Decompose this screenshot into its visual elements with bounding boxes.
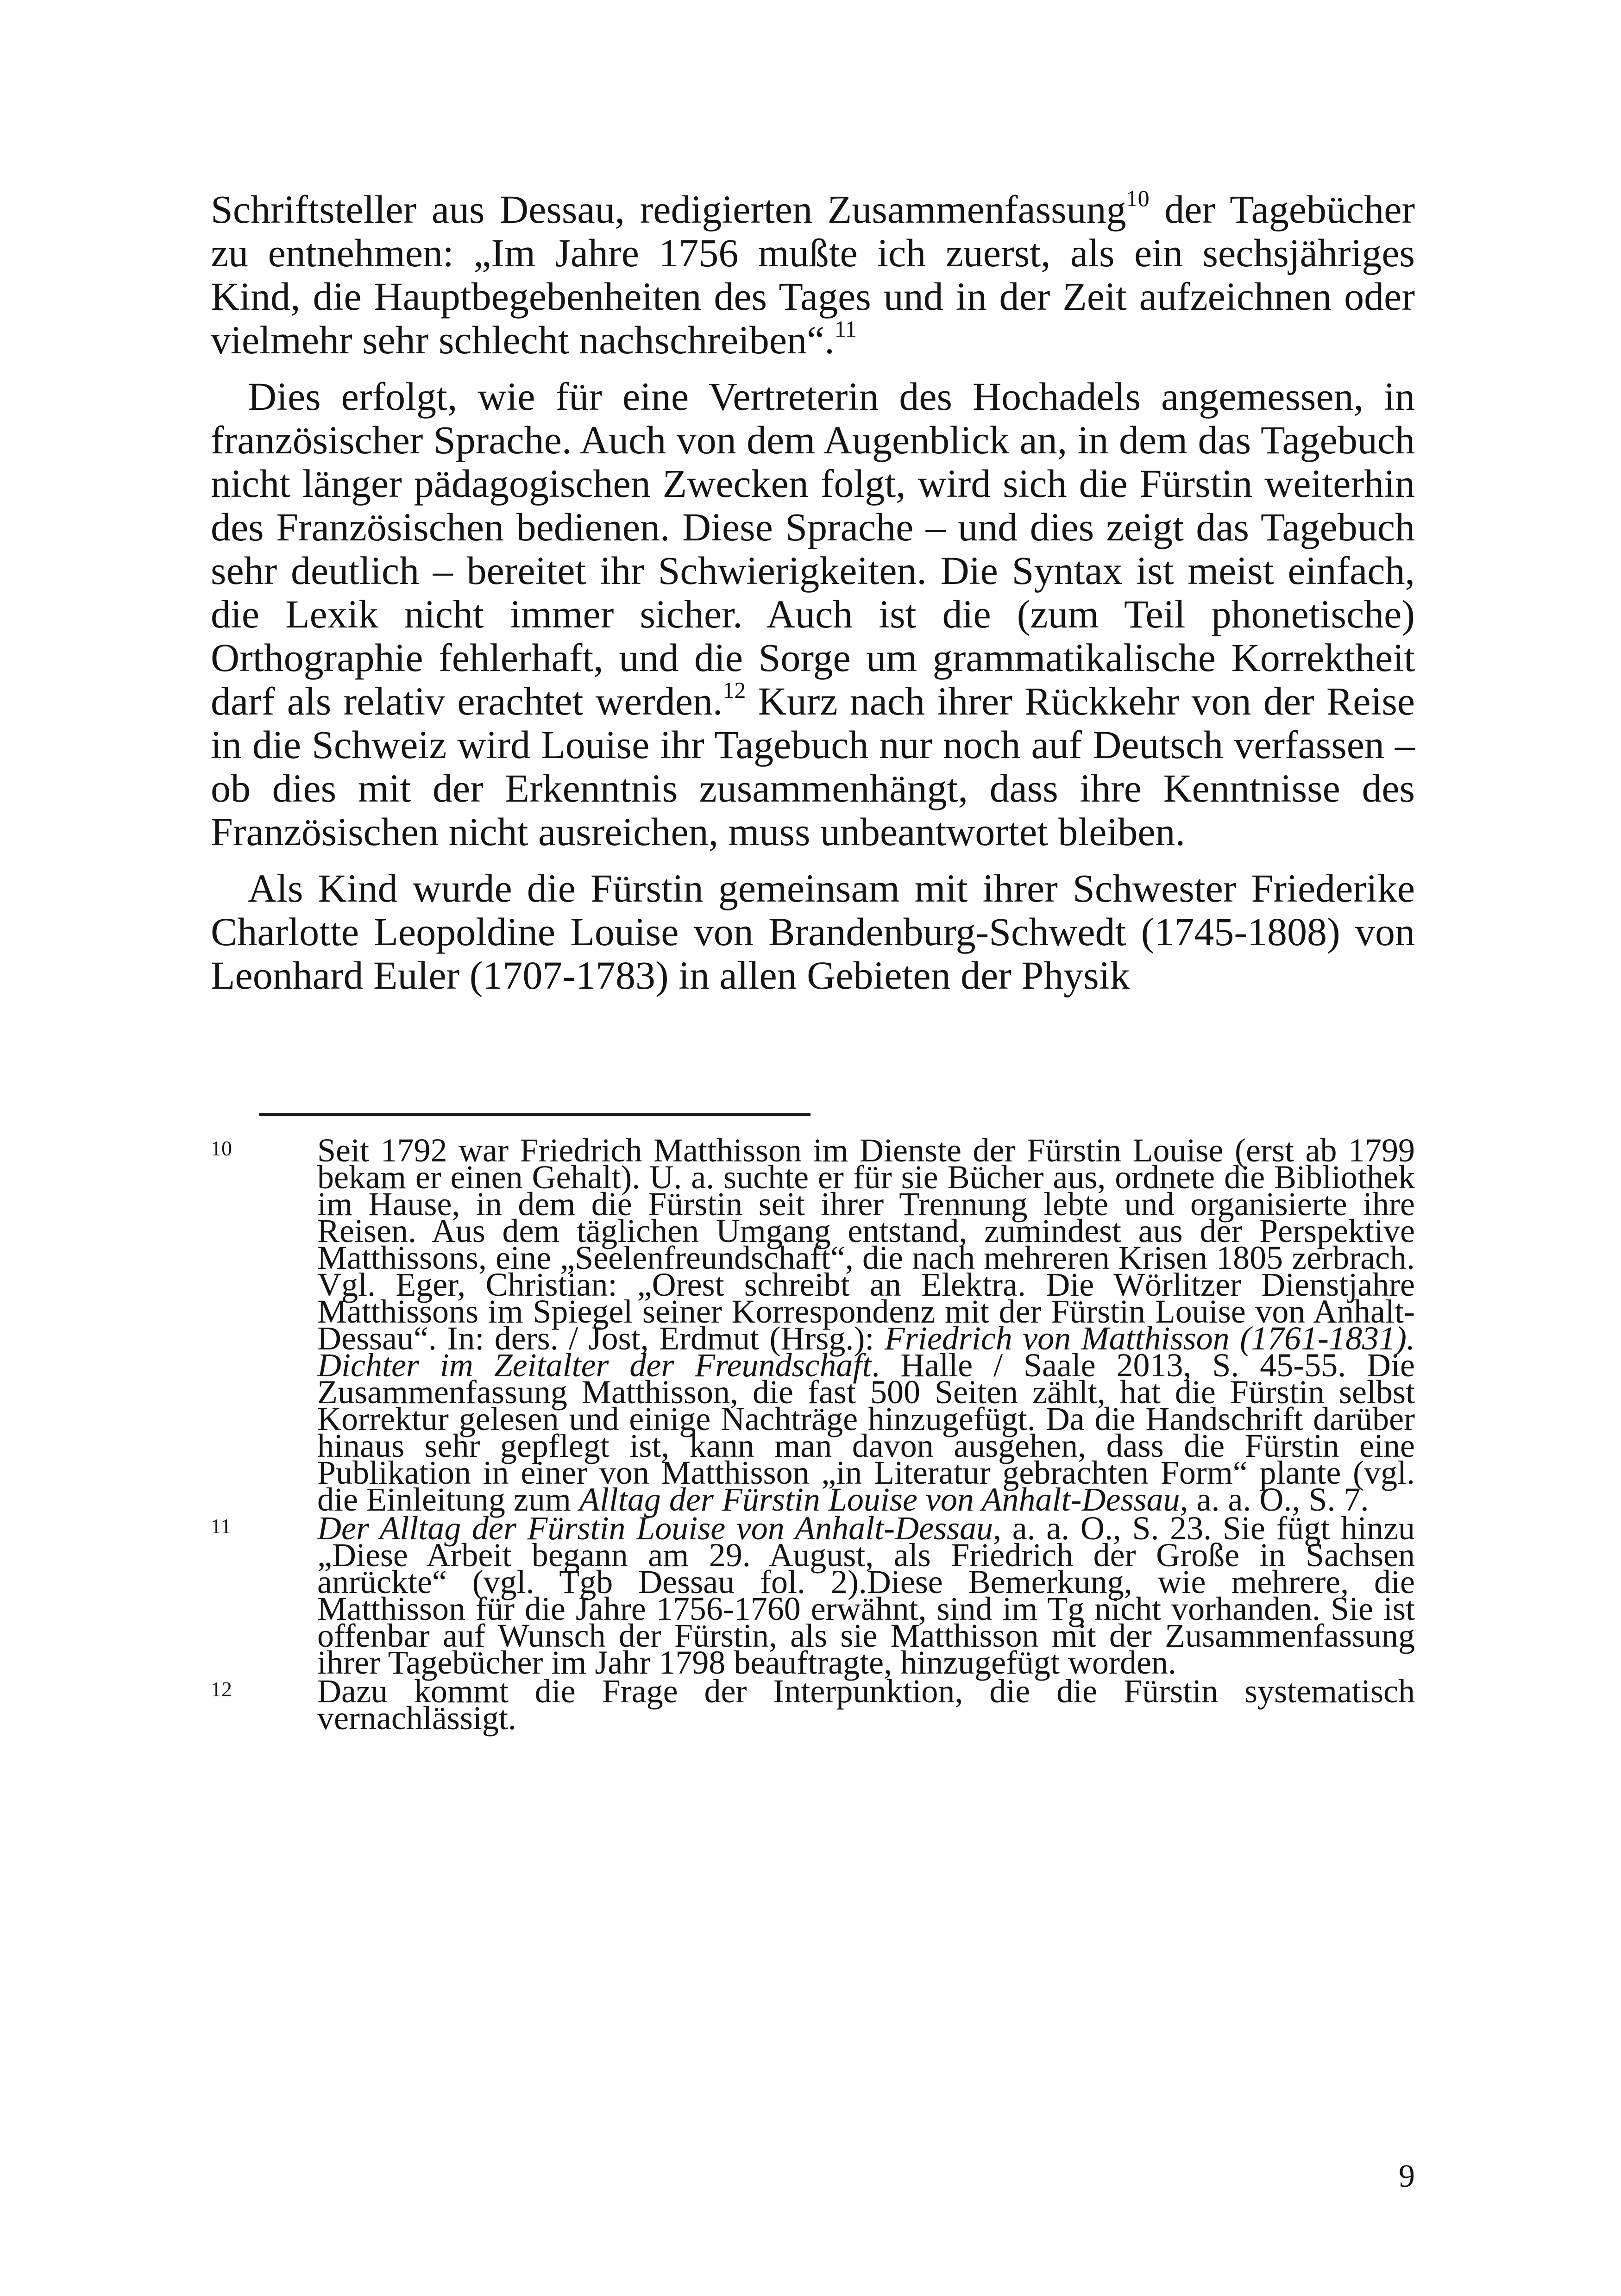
paragraph-1-text-a: Schriftsteller aus Dessau, redigierten Zusammenfassung	[211, 187, 1126, 232]
footnote-ref-11: 11	[834, 316, 857, 342]
footnote-number-10: 10	[211, 1136, 232, 1160]
page-number: 9	[1399, 2158, 1415, 2194]
main-text	[211, 185, 1415, 997]
footnote-separator-rule	[259, 1113, 810, 1116]
footnote-number-11: 11	[211, 1514, 232, 1538]
footnote-10-title-b: Alltag der Fürstin Louise von Anhalt-Dessau	[579, 1481, 1180, 1518]
footnote-10-text-c: , a. a. O., S. 7.	[1180, 1481, 1369, 1518]
footnote-number-12: 12	[211, 1677, 232, 1701]
footnote-11-body: , a. a. O., S. 23. Sie fügt hinzu „Diese Arbeit begann am 29. August, als Friedrich der Große in Sachsen anrückte“ (vgl. Tgb Dessau fol. 2).Diese Bemerkung, wie mehrere, die Matthisson für die Jahre 1756-1760 erwähnt, sind im Tg nicht vorhanden. Sie ist offenbar auf Wunsch der Fürstin, als sie Matthisson mit der Zusammenfassung ihrer Tagebücher im Jahr 1798 beauftragte, hinzugefügt worden.	[317, 1510, 1415, 1681]
footnote-11-text	[317, 1510, 1415, 1681]
paragraph-1	[211, 185, 1415, 362]
paragraph-3: Als Kind wurde die Fürstin gemeinsam mit ihrer Schwester Friederike Charlotte Leopoldine Louise von Brandenburg-Schwedt (1745-1808) von Leonhard Euler (1707-1783) in allen Gebieten der Physik	[211, 866, 1415, 997]
footnote-11-title: Der Alltag der Fürstin Louise von Anhalt-Dessau	[317, 1510, 993, 1547]
footnote-12	[211, 1673, 1415, 1737]
footnote-ref-10: 10	[1126, 185, 1150, 211]
footnote-10-text	[317, 1132, 1415, 1518]
footnote-10	[211, 1132, 1415, 1518]
footnote-ref-12: 12	[723, 677, 746, 703]
footnote-10-title-a: Friedrich von Matthisson (1761-1831). Dichter im Zeitalter der Freundschaft	[317, 1320, 1415, 1384]
footnote-10-text-a: Seit 1792 war Friedrich Matthisson im Dienste der Fürstin Louise (erst ab 1799 bekam er einen Gehalt). U. a. suchte er für sie Bücher aus, ordnete die Bibliothek im Hause, in dem die Fürstin seit ihrer Trennung lebte und organisierte ihre Reisen. Aus dem täglichen Umgang entstand, zumindest aus der Perspektive Matthissons, eine „Seelenfreundschaft“, die nach mehreren Krisen 1805 zerbrach. Vgl. Eger, Christian: „Orest schreibt an Elektra. Die Wörlitzer Dienstjahre Matthissons im Spiegel seiner Korrespondenz mit der Fürstin Louise von Anhalt-Dessau“. In: ders. / Jost, Erdmut (Hrsg.):	[317, 1132, 1415, 1357]
footnote-10-text-b: . Halle / Saale 2013, S. 45-55. Die Zusammenfassung Matthisson, die fast 500 Seiten zählt, hat die Fürstin selbst Korrektur gelesen und einige Nachträge hinzugefügt. Da die Handschrift darüber hinaus sehr gepflegt ist, kann man davon ausgehen, dass die Fürstin eine Publikation in einer von Matthisson „in Literatur gebrachten Form“ plante (vgl. die Einleitung zum	[317, 1347, 1415, 1518]
footnote-11	[211, 1510, 1415, 1681]
footnotes	[211, 1132, 1415, 1737]
paragraph-1-text-b: der Tagebücher zu entnehmen: „Im Jahre 1756 mußte ich zuerst, als ein sechsjähriges Kind, die Hauptbegebenheiten des Tages und in der Zeit aufzeichnen oder vielmehr sehr schlecht nachschreiben“.	[211, 187, 1415, 362]
footnote-12-text: Dazu kommt die Frage der Interpunktion, die die Fürstin systematisch vernachlässigt.	[317, 1673, 1415, 1737]
paragraph-2	[211, 375, 1415, 853]
paragraph-2-text-b: Kurz nach ihrer Rückkehr von der Reise in die Schweiz wird Louise ihr Tagebuch nur noch auf Deutsch verfassen – ob dies mit der Erkenntnis zusammenhängt, dass ihre Kenntnisse des Französischen nicht ausreichen, muss unbeantwortet bleiben.	[211, 679, 1415, 854]
paragraph-2-text-a: Dies erfolgt, wie für eine Vertreterin des Hochadels angemessen, in französischer Sprache. Auch von dem Augenblick an, in dem das Tagebuch nicht länger pädagogischen Zwecken folgt, wird sich die Fürstin weiterhin des Französischen bedienen. Diese Sprache – und dies zeigt das Tagebuch sehr deutlich – bereitet ihr Schwierigkeiten. Die Syntax ist meist einfach, die Lexik nicht immer sicher. Auch ist die (zum Teil phonetische) Orthographie fehlerhaft, und die Sorge um grammatikalische Korrektheit darf als relativ erachtet werden.	[211, 374, 1415, 723]
